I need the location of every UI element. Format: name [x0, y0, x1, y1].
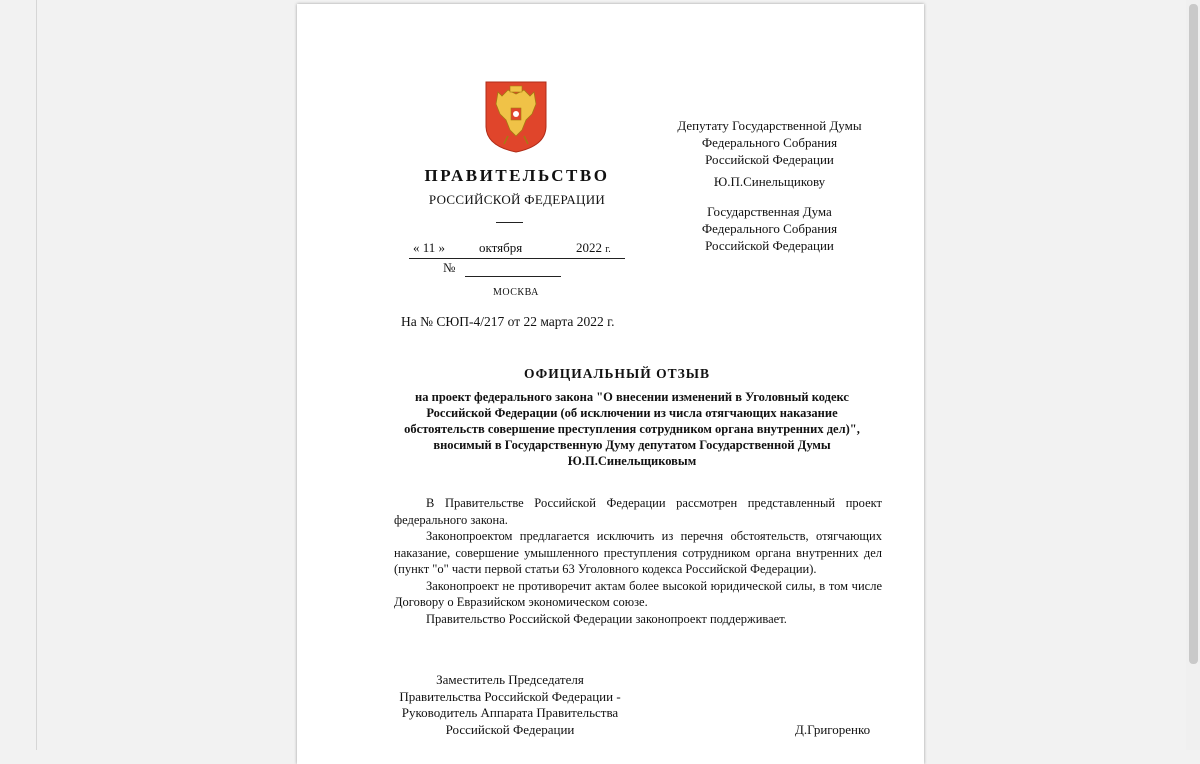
city: МОСКВА — [493, 287, 539, 298]
signatory-title-line: Правительства Российской Федерации - — [399, 688, 621, 704]
government-title: ПРАВИТЕЛЬСТВО — [424, 166, 610, 185]
vertical-scrollbar[interactable] — [1186, 0, 1200, 750]
coat-of-arms-icon — [484, 80, 548, 154]
signatory-title-line: Российской Федерации — [445, 721, 575, 737]
date-month: октября — [479, 240, 523, 255]
reference-number: На № СЮП-4/217 от 22 марта 2022 г. — [401, 314, 615, 329]
document-title: ОФИЦИАЛЬНЫЙ ОТЗЫВ — [523, 366, 711, 381]
addressee-block — [667, 117, 872, 254]
body-paragraph: Законопроект не противоречит актам более высокой юридической силы, в том числе Договору о Евразийском экономическом союзе. — [394, 578, 882, 609]
addressee-line: Федерального Собрания — [701, 135, 838, 150]
addressee-org: Государственная Дума — [707, 204, 832, 219]
signatory-title-line: Руководитель Аппарата Правительства — [401, 705, 619, 720]
signatory-title-line: Заместитель Председателя — [436, 672, 584, 687]
addressee-name: Ю.П.Синельщикову — [713, 174, 826, 189]
date-day: « 11 » — [413, 240, 446, 255]
signatory-title — [382, 672, 638, 738]
document-body — [394, 495, 882, 627]
addressee-org: Федерального Собрания — [701, 221, 838, 236]
date-line — [409, 240, 625, 259]
addressee-line: Депутату Государственной Думы — [677, 118, 862, 133]
body-paragraph: В Правительстве Российской Федерации рассмотрен представленный проект федерального закона. — [394, 496, 882, 527]
divider — [496, 222, 523, 223]
document-subject: на проект федерального закона "О внесении изменений в Уголовный кодекс Российской Федерации (об исключении из числа отягчающих наказание обстоятельств совершение преступления сотрудником органа внутренних дел)", вносимый в Государственную Думу депутатом Государственной Думы Ю.П.Синельщиковым — [404, 390, 860, 468]
addressee-org: Российской Федерации — [705, 238, 834, 253]
number-label: № — [443, 260, 456, 275]
body-paragraph: Правительство Российской Федерации законопроект поддерживает. — [426, 611, 787, 626]
number-line — [465, 276, 561, 277]
addressee-line: Российской Федерации — [705, 152, 834, 167]
viewer-left-panel — [0, 0, 37, 750]
signatory-name: Д.Григоренко — [795, 722, 871, 737]
government-subtitle: РОССИЙСКОЙ ФЕДЕРАЦИИ — [428, 192, 606, 207]
document-page — [297, 4, 924, 764]
scrollbar-thumb[interactable] — [1189, 4, 1198, 664]
date-year: 2022 г. — [576, 240, 611, 255]
body-paragraph: Законопроектом предлагается исключить из перечня обстоятельств, отягчающих наказание, совершение умышленного преступления сотрудником органа внутренних дел (пункт "о" части первой статьи 63 Уголовного кодекса Российской Федерации). — [394, 529, 882, 576]
